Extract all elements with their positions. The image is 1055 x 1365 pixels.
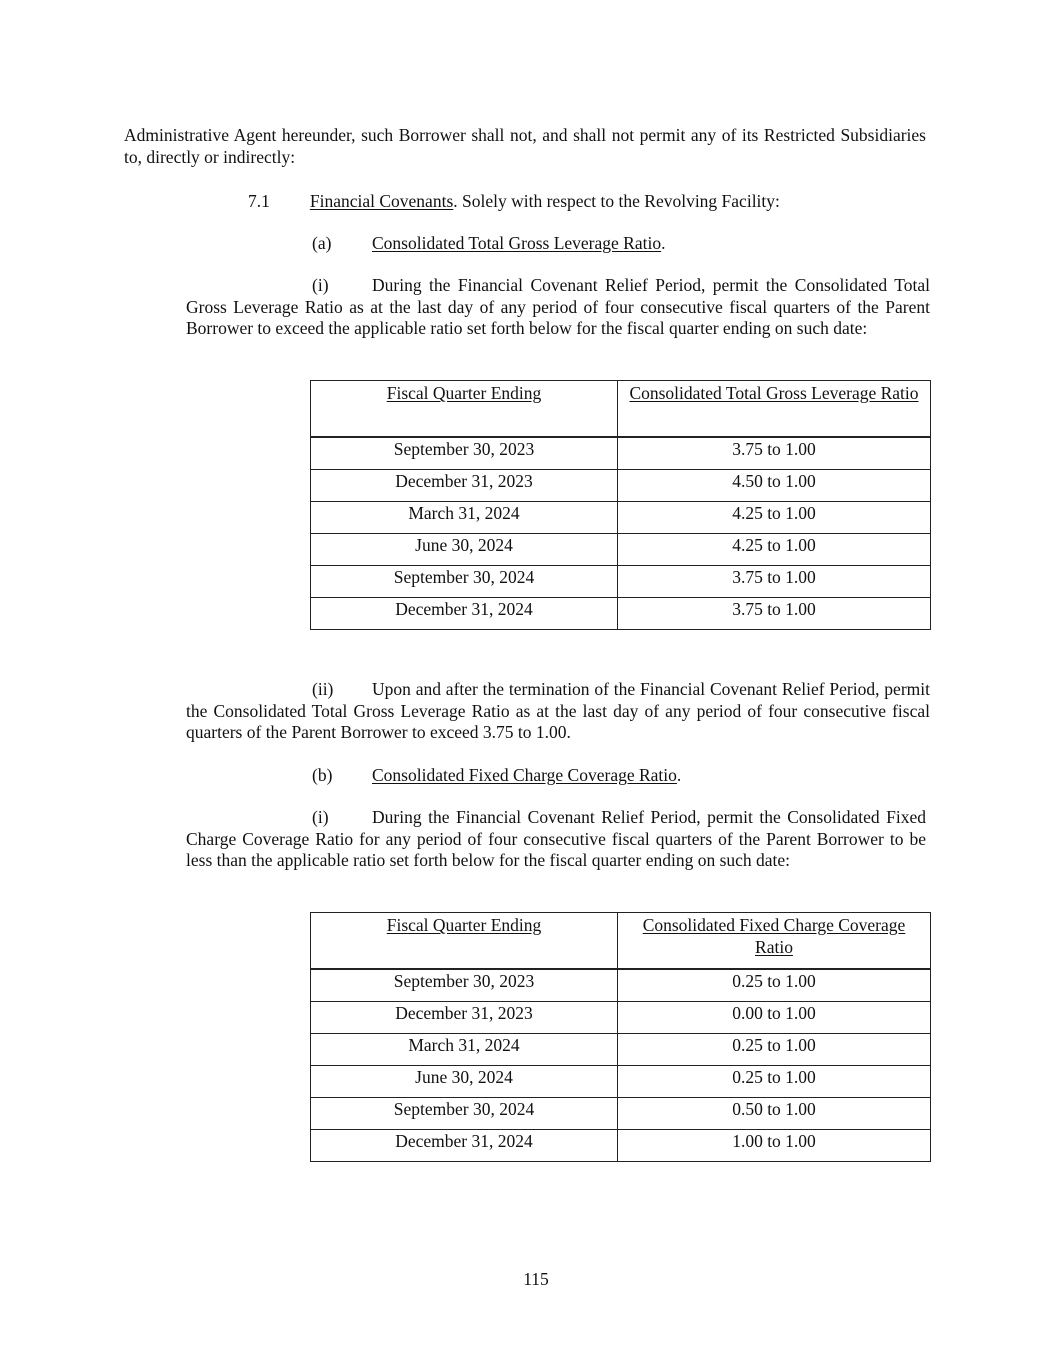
table-row [311,1130,931,1162]
clause-a-ii-text: Upon and after the termination of the Financial Covenant Relief Period, permit the Consolidated Total Gross Leverage Ratio as at the last day of any period of four consecutive fiscal quarters of the Parent Borrower to exceed 3.75 to 1.00. [186,679,930,742]
table-cell: March 31, 2024 [311,1034,618,1066]
table-cell: June 30, 2024 [311,1066,618,1098]
table-cell: 0.25 to 1.00 [618,969,931,1002]
table-cell: September 30, 2024 [311,1098,618,1130]
section-heading [248,191,928,213]
table-cell: September 30, 2024 [311,566,618,598]
table-cell: December 31, 2023 [311,1002,618,1034]
page-number: 115 [523,1269,549,1289]
table-row [311,1066,931,1098]
table-cell: March 31, 2024 [311,502,618,534]
leverage-ratio-table [310,380,931,630]
table-cell: 1.00 to 1.00 [618,1130,931,1162]
clause-a-ii-label: (ii) [312,679,334,699]
table-row [311,1034,931,1066]
table-row [311,598,931,630]
clause-a-title: Consolidated Total Gross Leverage Ratio [372,233,662,253]
table-header-cell: Fiscal Quarter Ending [311,381,618,438]
table-row [311,534,931,566]
table-cell: December 31, 2024 [311,1130,618,1162]
table-row [311,437,931,470]
table-row [311,969,931,1002]
clause-b-label: (b) [312,765,333,785]
clause-a-label: (a) [312,233,332,253]
table-cell: 3.75 to 1.00 [618,566,931,598]
clause-b-i-paragraph [186,807,926,872]
table-header-row [311,913,931,970]
clause-b-title: Consolidated Fixed Charge Coverage Ratio [372,765,677,785]
clause-a-i-text: During the Financial Covenant Relief Period, permit the Consolidated Total Gross Leverage Ratio as at the last day of any period of four consecutive fiscal quarters of the Parent Borrower to exceed the applicable ratio set forth below for the fiscal quarter ending on such date: [186,275,930,338]
section-number: 7.1 [248,191,270,211]
clause-a-ii-paragraph [186,679,930,744]
table-cell: 4.25 to 1.00 [618,534,931,566]
table-cell: 0.25 to 1.00 [618,1066,931,1098]
table-cell: September 30, 2023 [311,437,618,470]
intro-paragraph: Administrative Agent hereunder, such Borrower shall not, and shall not permit any of its Restricted Subsidiaries to, directly or indirectly: [124,125,926,167]
clause-a-i-paragraph [186,275,930,340]
table-cell: 4.25 to 1.00 [618,502,931,534]
table-cell: 0.25 to 1.00 [618,1034,931,1066]
table-row [311,1098,931,1130]
table-header-cell: Consolidated Total Gross Leverage Ratio [618,381,931,438]
table-cell: September 30, 2023 [311,969,618,1002]
clause-a-suffix: . [661,233,666,253]
table-cell: June 30, 2024 [311,534,618,566]
table-row [311,1002,931,1034]
table-cell: December 31, 2023 [311,470,618,502]
table-cell: 0.50 to 1.00 [618,1098,931,1130]
table-cell: December 31, 2024 [311,598,618,630]
section-text: . Solely with respect to the Revolving Facility: [453,191,780,211]
table-header-row [311,381,931,438]
table-cell: 4.50 to 1.00 [618,470,931,502]
clause-b-suffix: . [676,765,682,785]
table-cell: 3.75 to 1.00 [618,437,931,470]
table-header-cell: Consolidated Fixed Charge Coverage Ratio [618,913,931,970]
table-row [311,566,931,598]
coverage-ratio-table [310,912,931,1162]
clause-a-heading [312,233,665,255]
table-cell: 3.75 to 1.00 [618,598,931,630]
table-header-cell: Fiscal Quarter Ending [311,913,618,970]
table-cell: 0.00 to 1.00 [618,1002,931,1034]
table-row [311,470,931,502]
clause-b-i-text: During the Financial Covenant Relief Period, permit the Consolidated Fixed Charge Coverage Ratio for any period of four consecutive fiscal quarters of the Parent Borrower to be less than the applicable ratio set forth below for the fiscal quarter ending on such date: [186,807,926,870]
clause-a-i-label: (i) [312,275,329,295]
clause-b-i-label: (i) [312,807,329,827]
table-row [311,502,931,534]
section-title: Financial Covenants [309,191,454,211]
clause-b-heading [312,765,681,787]
